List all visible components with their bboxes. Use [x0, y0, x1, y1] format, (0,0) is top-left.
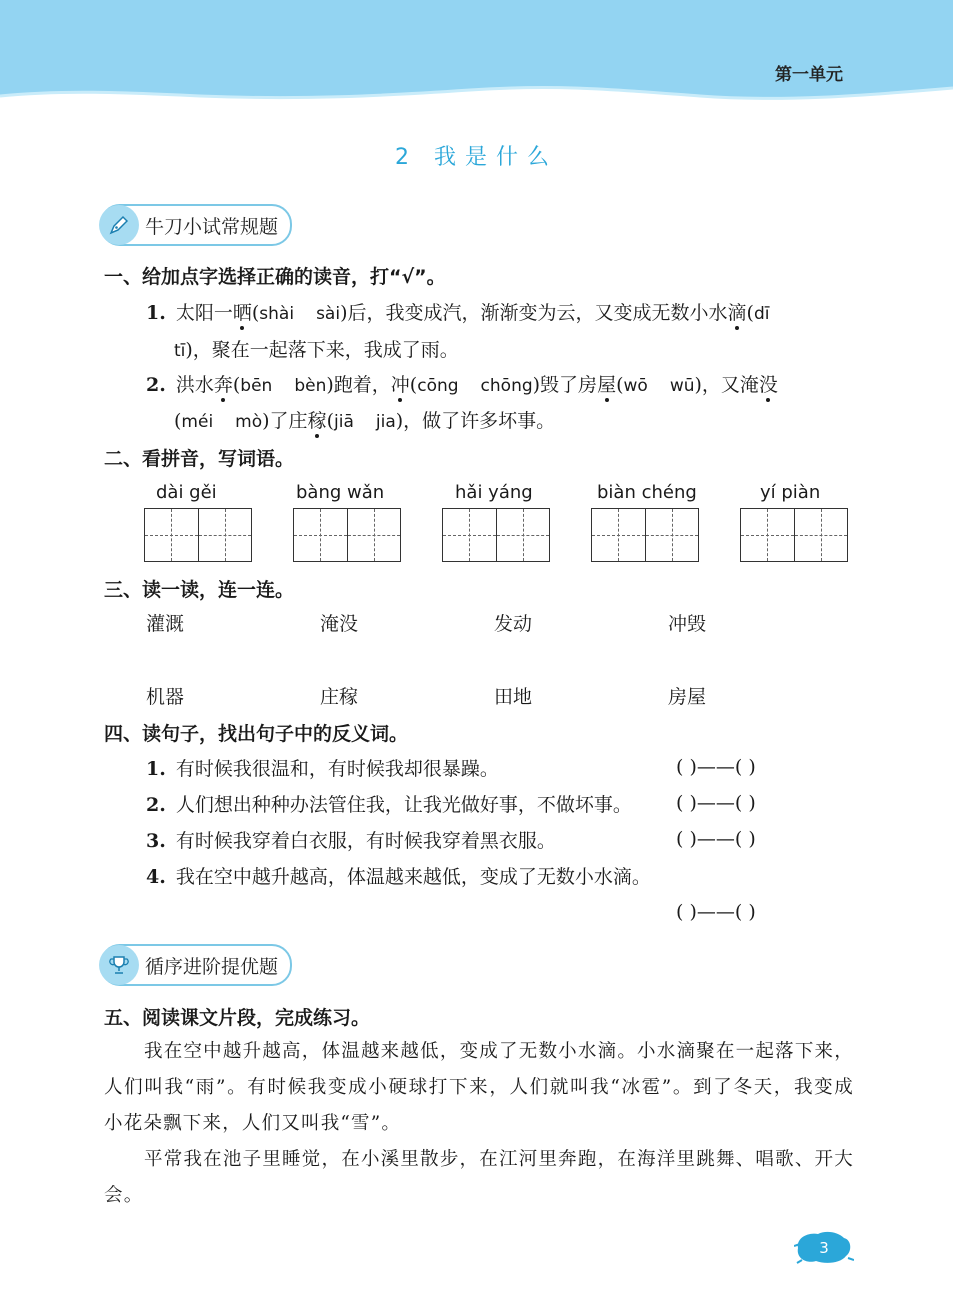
writing-grid-3[interactable] — [442, 508, 550, 562]
writing-grid-4[interactable] — [591, 508, 699, 562]
match-top-2[interactable]: 淹没 — [320, 613, 359, 635]
page-number-badge — [794, 1228, 854, 1266]
badge-label: 牛刀小试常规题 — [145, 215, 279, 238]
q4-item-4: 4. 我在空中越升越高，体温越来越低，变成了无数小水滴。 — [146, 866, 651, 888]
q1-item1-line2: tī)，聚在一起落下来，我成了雨。 — [174, 339, 459, 361]
writing-grid-2[interactable] — [293, 508, 401, 562]
match-top-3[interactable]: 发动 — [494, 613, 533, 635]
section-badge-basic — [100, 204, 292, 246]
writing-grid-5[interactable] — [740, 508, 848, 562]
match-bottom-4[interactable]: 房屋 — [668, 686, 707, 708]
q4-item-3: 3. 有时候我穿着白衣服，有时候我穿着黑衣服。 — [146, 830, 556, 852]
badge-label: 循序进阶提优题 — [145, 955, 279, 978]
q3-heading: 三、读一读，连一连。 — [104, 579, 295, 601]
q4-answer-4[interactable]: ( )——( ) — [676, 901, 756, 923]
q2-heading: 二、看拼音，写词语。 — [104, 448, 295, 470]
q4-item-2: 2. 人们想出种种办法管住我，让我光做好事，不做坏事。 — [146, 794, 632, 816]
q1-item1-line1: 1. 太阳一晒(shài sài)后，我变成汽，渐渐变为云，又变成无数小水滴(dī — [146, 302, 770, 324]
q1-item2-line2: (méi mò)了庄稼(jiā jia)，做了许多坏事。 — [174, 410, 556, 432]
match-bottom-1[interactable]: 机器 — [146, 686, 185, 708]
lesson-title: 2 我是什么 — [395, 145, 558, 170]
q4-answer-3[interactable]: ( )——( ) — [676, 828, 756, 850]
pinyin-5: yí piàn — [760, 482, 821, 503]
match-bottom-2[interactable]: 庄稼 — [320, 686, 359, 708]
pinyin-2: bàng wǎn — [296, 482, 385, 503]
pinyin-1: dài gěi — [156, 482, 217, 503]
match-top-4[interactable]: 冲毁 — [668, 613, 707, 635]
match-top-1[interactable]: 灌溉 — [146, 613, 185, 635]
reading-paragraph-2: 平常我在池子里睡觉，在小溪里散步，在江河里奔跑，在海洋里跳舞、唱歌、开大会。 — [104, 1149, 854, 1206]
section-badge-advanced — [100, 944, 292, 986]
match-bottom-3[interactable]: 田地 — [494, 686, 533, 708]
page-number: 3 — [819, 1239, 829, 1257]
trophy-icon — [99, 945, 139, 985]
q4-answer-2[interactable]: ( )——( ) — [676, 792, 756, 814]
q1-heading: 一、给加点字选择正确的读音，打“√”。 — [104, 266, 446, 288]
q5-heading: 五、阅读课文片段，完成练习。 — [104, 1007, 371, 1029]
header-banner — [0, 0, 953, 110]
unit-label: 第一单元 — [775, 65, 843, 85]
q4-heading: 四、读句子，找出句子中的反义词。 — [104, 723, 409, 745]
q4-answer-1[interactable]: ( )——( ) — [676, 756, 756, 778]
reading-paragraph-1: 我在空中越升越高，体温越来越低，变成了无数小水滴。小水滴聚在一起落下来，人们叫我“雨”。有时候我变成小硬球打下来，人们就叫我“冰雹”。到了冬天，我变成小花朵飘下来，人们又叫我“雪”。 — [104, 1041, 854, 1134]
writing-grid-1[interactable] — [144, 508, 252, 562]
q1-item2-line1: 2. 洪水奔(bēn bèn)跑着，冲(cōng chōng)毁了房屋(wō wū)，又淹没 — [146, 374, 778, 396]
pen-icon — [99, 205, 139, 245]
pinyin-4: biàn chéng — [597, 482, 697, 503]
pinyin-3: hǎi yáng — [455, 482, 533, 503]
q4-item-1: 1. 有时候我很温和，有时候我却很暴躁。 — [146, 758, 499, 780]
